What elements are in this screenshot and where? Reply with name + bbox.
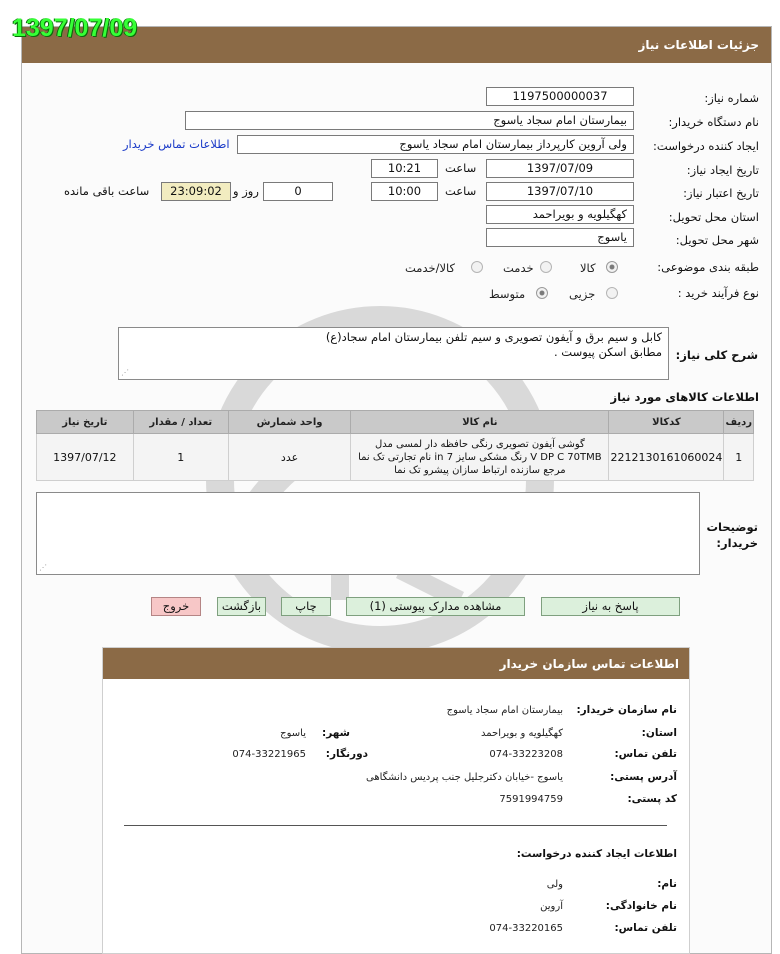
remaining-days-field: 0 xyxy=(263,182,333,201)
cell-unit: عدد xyxy=(228,434,350,481)
items-header-row xyxy=(37,411,754,434)
cell-row: 1 xyxy=(724,434,754,481)
cell-code: 2212130161060024 xyxy=(609,434,724,481)
process-option-medium: متوسط xyxy=(489,287,526,301)
creator-phone-value: 074-33220165 xyxy=(489,923,563,934)
col-name: نام کالا xyxy=(351,411,609,434)
col-qty: تعداد / مقدار xyxy=(133,411,228,434)
name-label: نام: xyxy=(657,878,677,890)
family-value: آروین xyxy=(540,901,563,912)
contact-card xyxy=(102,647,690,954)
org-value: بیمارستان امام سجاد یاسوج xyxy=(446,705,563,716)
province-field: کهگیلویه و بویراحمد xyxy=(486,205,634,224)
creator-info-title: اطلاعات ایجاد کننده درخواست: xyxy=(516,848,677,860)
validity-time-label: ساعت xyxy=(445,184,477,198)
need-number-field: 1197500000037 xyxy=(486,87,634,106)
validity-time-field: 10:00 xyxy=(371,182,438,201)
description-label: شرح کلی نیاز: xyxy=(675,348,758,362)
family-label: نام خانوادگی: xyxy=(605,900,677,912)
validity-date-label: تاریخ اعتبار نیاز: xyxy=(683,186,759,200)
process-radio-medium[interactable] xyxy=(536,287,548,299)
col-code: کدکالا xyxy=(609,411,724,434)
creator-field: ولی آروین کارپرداز بیمارستان امام سجاد یاسوج xyxy=(237,135,634,154)
category-radio-both[interactable] xyxy=(471,261,483,273)
days-label: روز و xyxy=(233,184,259,198)
phone-label: تلفن تماس: xyxy=(614,748,677,760)
city-field: یاسوج xyxy=(486,228,634,247)
cell-name-line-1: گوشی آیفون تصویری رنگی حافظه دار لمسی مدل xyxy=(374,438,585,450)
name-value: ولی xyxy=(546,879,563,890)
address-value: یاسوج -خیابان دکترجلیل جنب پردیس دانشگاهی xyxy=(365,772,563,783)
city-label: شهر محل تحویل: xyxy=(675,233,759,247)
category-radio-service[interactable] xyxy=(540,261,552,273)
print-button[interactable]: چاپ xyxy=(281,597,331,616)
col-date: تاریخ نیاز xyxy=(37,411,134,434)
city-info-value: یاسوج xyxy=(280,728,306,739)
back-button[interactable]: بازگشت xyxy=(217,597,266,616)
notes-resize-grip-icon[interactable]: ⋰ xyxy=(39,563,47,572)
category-label: طبقه بندی موضوعی: xyxy=(657,260,759,274)
category-option-both: کالا/خدمت xyxy=(405,261,456,275)
province-info-value: کهگیلویه و بویراحمد xyxy=(481,728,563,739)
remaining-time-field: 23:09:02 xyxy=(161,182,231,201)
contact-card-title: اطلاعات تماس سازمان خریدار xyxy=(499,657,679,671)
city-info-label: شهر: xyxy=(322,727,350,739)
description-textarea[interactable] xyxy=(118,327,669,380)
reply-button[interactable]: پاسخ به نیاز xyxy=(541,597,680,616)
org-label: نام سازمان خریدار: xyxy=(576,704,677,716)
postal-label: کد پستی: xyxy=(627,793,677,805)
creator-label: ایجاد کننده درخواست: xyxy=(653,139,759,153)
buyer-notes-label-1: توضیحات xyxy=(706,520,758,534)
buyer-contact-link[interactable]: اطلاعات تماس خریدار xyxy=(123,137,230,151)
process-radio-minor[interactable] xyxy=(606,287,618,299)
cell-name-line-3: مرجع سازنده ارتباط سازان پیشرو تک نما xyxy=(394,464,566,476)
cell-name xyxy=(351,434,609,481)
attachments-button[interactable]: مشاهده مدارک پیوستی (1) xyxy=(346,597,525,616)
category-option-goods: کالا xyxy=(580,261,596,275)
description-line-2: مطابق اسکن پیوست . xyxy=(554,345,662,359)
created-time-label: ساعت xyxy=(445,161,477,175)
category-radio-goods[interactable] xyxy=(606,261,618,273)
need-number-label: شماره نیاز: xyxy=(704,91,759,105)
contact-card-header xyxy=(103,648,689,679)
created-date-field: 1397/07/09 xyxy=(486,159,634,178)
created-date-label: تاریخ ایجاد نیاز: xyxy=(686,163,759,177)
buyer-org-field: بیمارستان امام سجاد یاسوج xyxy=(185,111,634,130)
address-label: آدرس پستی: xyxy=(610,771,677,783)
process-option-minor: جزیی xyxy=(569,287,596,301)
buyer-notes-label-2: خریدار: xyxy=(716,536,758,550)
process-label: نوع فرآیند خرید : xyxy=(677,286,759,300)
date-stamp: 1397/07/09 xyxy=(12,14,138,42)
postal-value: 7591994759 xyxy=(499,794,563,805)
validity-date-field: 1397/07/10 xyxy=(486,182,634,201)
creator-phone-label: تلفن تماس: xyxy=(614,922,677,934)
col-unit: واحد شمارش xyxy=(228,411,350,434)
buyer-org-label: نام دستگاه خریدار: xyxy=(668,115,759,129)
description-line-1: کابل و سیم برق و آیفون تصویری و سیم تلفن بیمارستان امام سجاد(ع) xyxy=(325,330,662,344)
col-row: ردیف xyxy=(724,411,754,434)
province-label: استان محل تحویل: xyxy=(668,210,759,224)
buyer-notes-textarea[interactable] xyxy=(36,492,700,575)
items-section-title: اطلاعات کالاهای مورد نیاز xyxy=(610,390,759,404)
created-time-field: 10:21 xyxy=(371,159,438,178)
card-divider xyxy=(124,825,667,826)
cell-date: 1397/07/12 xyxy=(37,434,134,481)
resize-grip-icon[interactable]: ⋰ xyxy=(121,368,129,377)
remaining-label: ساعت باقی مانده xyxy=(64,184,150,198)
table-row xyxy=(37,434,754,481)
page-title: جزئیات اطلاعات نیاز xyxy=(638,38,759,52)
fax-value: 074-33221965 xyxy=(232,749,306,760)
items-table xyxy=(36,410,754,481)
cell-name-line-2: V DP C 70TMB رنگ مشکی سایز in 7 نام تجارتی تک نما xyxy=(358,451,602,463)
phone-value: 074-33223208 xyxy=(489,749,563,760)
province-info-label: استان: xyxy=(641,727,677,739)
cell-qty: 1 xyxy=(133,434,228,481)
exit-button[interactable]: خروج xyxy=(151,597,201,616)
fax-label: دورنگار: xyxy=(325,748,368,760)
category-option-service: خدمت xyxy=(503,261,534,275)
